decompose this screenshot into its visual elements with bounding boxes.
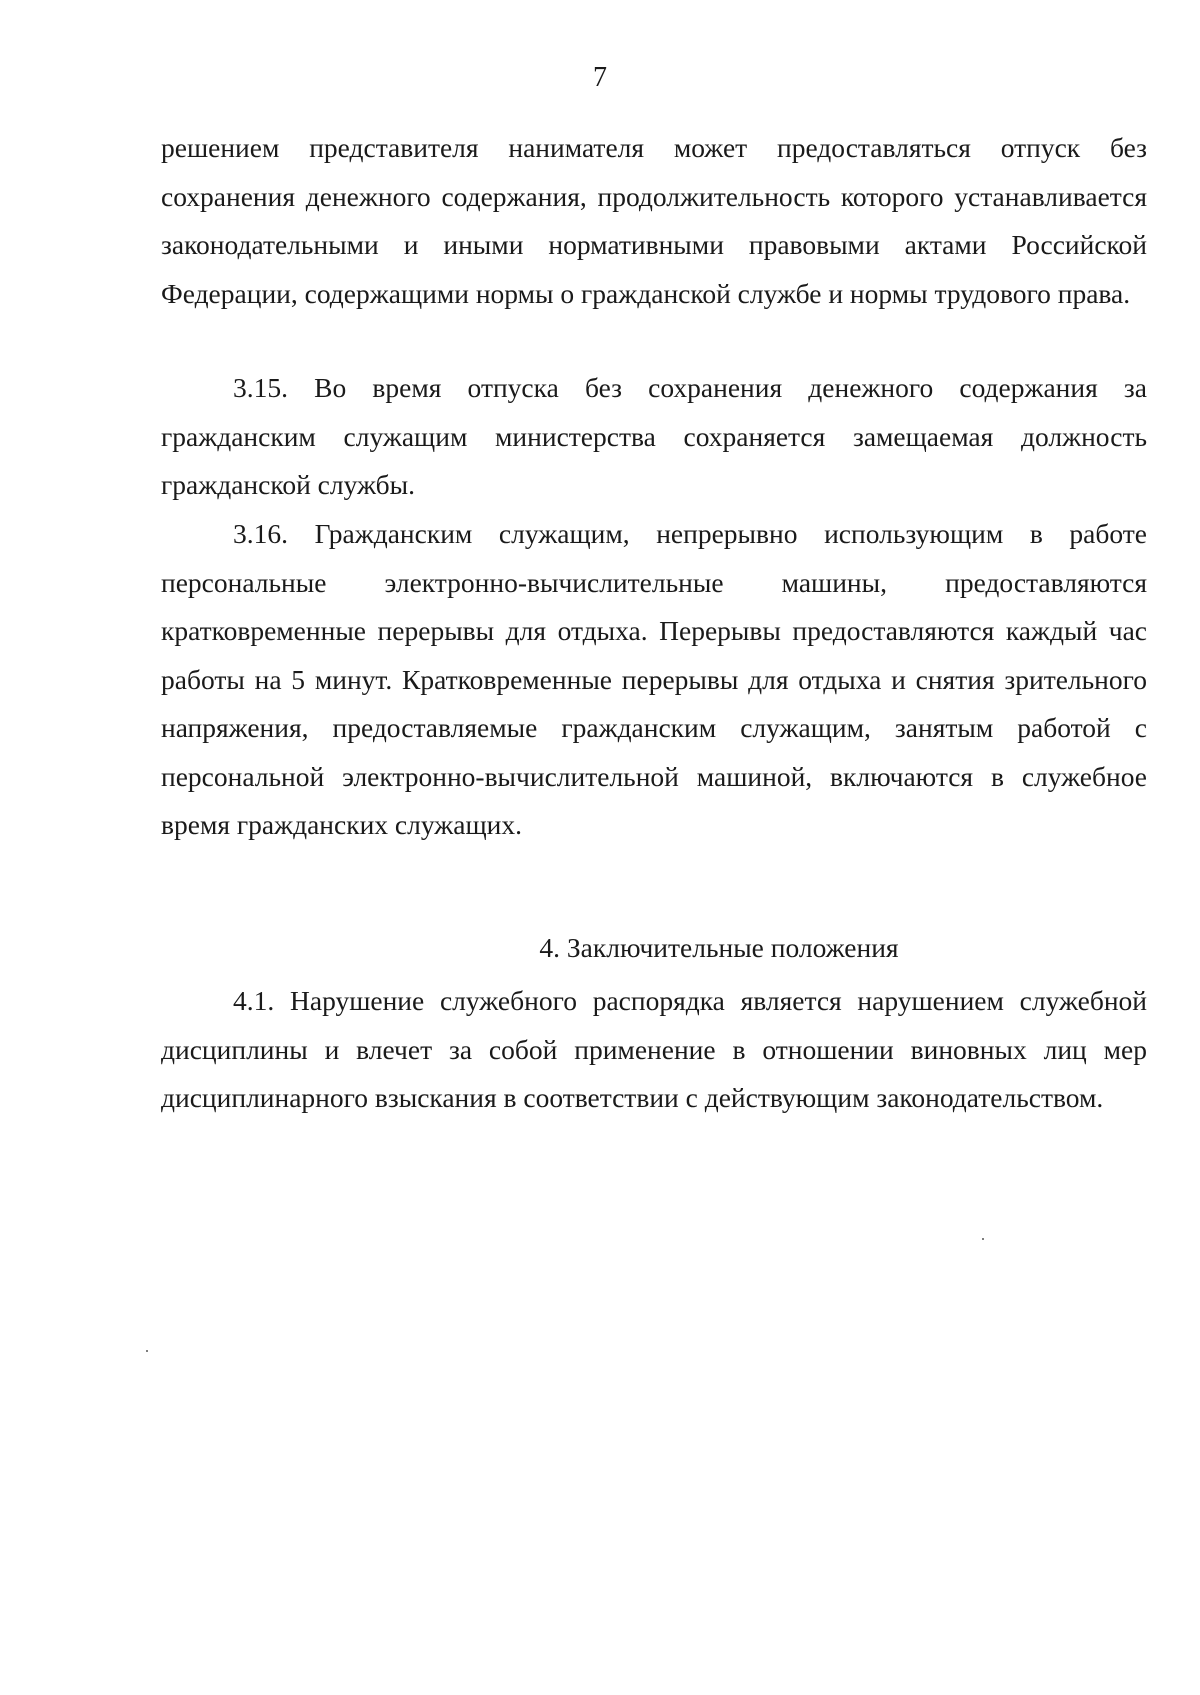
paragraph-4-1: 4.1. Нарушение служебного распорядка является нарушением служебной дисциплины и влечет за собой применение в отношении виновных лиц мер дисциплинарного взыскания в соответствии с действующим законодательством. xyxy=(161,985,1147,1113)
scan-speck xyxy=(982,1238,984,1240)
section-heading: 4. Заключительные положения xyxy=(539,932,899,963)
paragraph-3-15-block xyxy=(161,364,1147,510)
paragraph-3-15: 3.15. Во время отпуска без сохранения денежного содержания за гражданским служащим министерства сохраняется замещаемая должность гражданской службы. xyxy=(161,372,1147,500)
paragraph-3-16: 3.16. Гражданским служащим, непрерывно использующим в работе персональные электронно-вычислительные машины, предоставляются кратковременные перерывы для отдыха. Перерывы предоставляются каждый час работы на 5 минут. Кратковременные перерывы для отдыха и снятия зрительного напряжения, предоставляемые гражданским служащим, занятым работой с персональной электронно-вычислительной машиной, включаются в служебное время гражданских служащих. xyxy=(161,518,1147,840)
page-number: 7 xyxy=(593,62,607,93)
paragraph-4-1-block xyxy=(161,977,1147,1123)
paragraph-3-16-block xyxy=(161,510,1147,850)
scan-speck xyxy=(146,1350,148,1352)
paragraph-continuation-block xyxy=(161,124,1147,318)
paragraph-continuation: решением представителя нанимателя может предоставляться отпуск без сохранения денежного содержания, продолжительность которого устанавливается законодательными и иными нормативными правовыми актами Российской Федерации, содержащими нормы о гражданской службе и нормы трудового права. xyxy=(161,132,1147,309)
